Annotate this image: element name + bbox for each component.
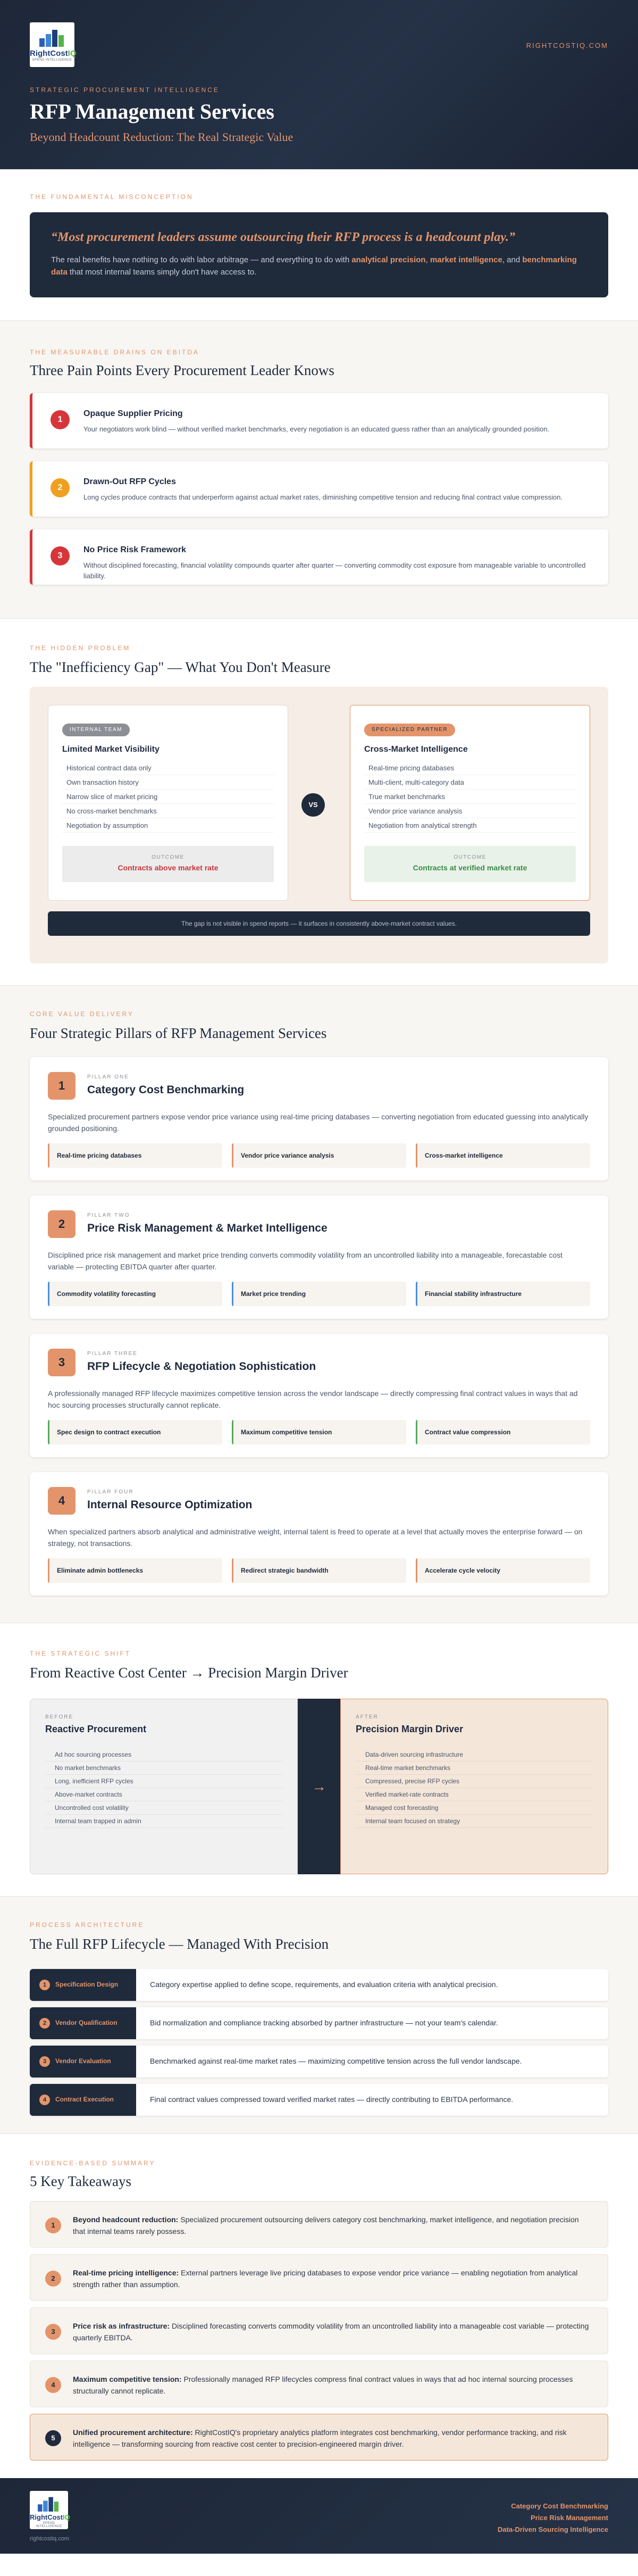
takeaway-text: Price risk as infrastructure: Disciplined forecasting converts commodity volatility from an uncontrolled liability into a manageable cost variable — protecting quarterly EBITDA. bbox=[73, 2322, 589, 2342]
stage-label-block bbox=[30, 2046, 136, 2078]
specialized-partner-card bbox=[350, 705, 590, 901]
pillar-description: A professionally managed RFP lifecycle maximizes competitive tension across the vendor landscape — directly compressing final contract values in ways that ad hoc sourcing processes structurally cannot replicate. bbox=[48, 1389, 578, 1409]
footer-logo[interactable] bbox=[30, 2491, 68, 2529]
list-item: Uncontrolled cost volatility bbox=[45, 1801, 282, 1815]
section-eyebrow: THE FUNDAMENTAL MISCONCEPTION bbox=[30, 193, 194, 201]
quote-text: “Most procurement leaders assume outsourcing their RFP process is a headcount play.” bbox=[51, 230, 515, 244]
panel-title: Reactive Procurement bbox=[45, 1724, 147, 1734]
pillar-tags bbox=[48, 1420, 590, 1444]
pain-number: 2 bbox=[51, 478, 70, 497]
list-item: Multi-client, multi-category data bbox=[364, 775, 576, 790]
takeaway-number: 1 bbox=[45, 2217, 61, 2233]
pillar-tags bbox=[48, 1143, 590, 1168]
list-item: Real-time market benchmarks bbox=[356, 1761, 593, 1775]
pillar-title: Internal Resource Optimization bbox=[87, 1499, 253, 1511]
stage-description: Category expertise applied to define scope, requirements, and evaluation criteria with analytical precision. bbox=[150, 1980, 498, 1989]
stage-label-block bbox=[30, 1969, 136, 2001]
pain-points-section bbox=[0, 320, 638, 618]
section-title: From Reactive Cost Center → Precision Margin Driver bbox=[30, 1665, 348, 1681]
pillar-card bbox=[30, 1195, 608, 1319]
outcome-value: Contracts above market rate bbox=[117, 863, 219, 872]
strategic-shift-section bbox=[0, 1623, 638, 1896]
card-title: Limited Market Visibility bbox=[62, 745, 160, 754]
footer-link[interactable]: Price Risk Management bbox=[531, 2514, 608, 2522]
brand-logo[interactable] bbox=[30, 22, 77, 67]
section-title: 5 Key Takeaways bbox=[30, 2173, 132, 2189]
stage-description: Final contract values compressed toward verified market rates — directly contributing to EBITDA performance. bbox=[150, 2095, 514, 2104]
misconception-section bbox=[0, 169, 638, 320]
list-item: True market benchmarks bbox=[364, 790, 576, 804]
pillar-tag: Cross-market intelligence bbox=[416, 1143, 590, 1168]
pillar-card bbox=[30, 1057, 608, 1181]
page-title: RFP Management Services bbox=[30, 99, 274, 123]
takeaway-card bbox=[30, 2201, 608, 2248]
list-item: Managed cost forecasting bbox=[356, 1801, 593, 1815]
stage-title: Vendor Evaluation bbox=[55, 2057, 111, 2065]
takeaway-text: Maximum competitive tension: Professionally managed RFP lifecycles compress final contract values in ways that ad hoc internal sourcing processes structurally cannot replicate. bbox=[73, 2375, 573, 2395]
after-panel bbox=[340, 1699, 608, 1874]
list-item: Narrow slice of market pricing bbox=[62, 790, 274, 804]
list-item: Internal team trapped in admin bbox=[45, 1815, 282, 1828]
pillar-title: RFP Lifecycle & Negotiation Sophistication bbox=[87, 1360, 316, 1373]
hero-eyebrow: STRATEGIC PROCUREMENT INTELLIGENCE bbox=[30, 86, 220, 94]
outcome-label: OUTCOME bbox=[152, 854, 184, 860]
panel-title: Precision Margin Driver bbox=[356, 1724, 464, 1734]
pillar-number: 3 bbox=[48, 1349, 75, 1376]
outcome-box bbox=[364, 846, 576, 882]
pillar-card bbox=[30, 1334, 608, 1457]
pain-card bbox=[30, 393, 608, 448]
section-eyebrow: CORE VALUE DELIVERY bbox=[30, 1010, 134, 1018]
pillar-tag: Maximum competitive tension bbox=[232, 1420, 406, 1444]
pillar-title: Category Cost Benchmarking bbox=[87, 1084, 245, 1096]
arrow-right-icon: → bbox=[298, 1699, 340, 1874]
stage-description: Benchmarked against real-time market rates — maximizing competitive tension across the full vendor landscape. bbox=[150, 2057, 522, 2065]
internal-team-card bbox=[48, 705, 288, 901]
footer-link[interactable]: Data-Driven Sourcing Intelligence bbox=[497, 2525, 608, 2533]
takeaway-card bbox=[30, 2361, 608, 2407]
stage-title: Vendor Qualification bbox=[55, 2019, 117, 2026]
pain-number: 3 bbox=[51, 546, 70, 566]
internal-team-badge: INTERNAL TEAM bbox=[62, 724, 130, 736]
pillar-number: 2 bbox=[48, 1210, 75, 1238]
section-title: The Full RFP Lifecycle — Managed With Precision bbox=[30, 1936, 329, 1952]
section-title: Three Pain Points Every Procurement Leader Knows bbox=[30, 362, 334, 378]
takeaway-text: Real-time pricing intelligence: External partners leverage live pricing databases to expose vendor price variance — enabling negotiation from analytical strength rather than assumption. bbox=[73, 2268, 578, 2289]
list-item: Long, inefficient RFP cycles bbox=[45, 1775, 282, 1788]
list-item: Ad hoc sourcing processes bbox=[45, 1748, 282, 1761]
section-eyebrow: EVIDENCE-BASED SUMMARY bbox=[30, 2159, 156, 2167]
panel-label: BEFORE bbox=[45, 1714, 74, 1720]
outcome-value: Contracts at verified market rate bbox=[413, 863, 527, 872]
specialized-partner-list bbox=[364, 761, 576, 833]
site-link[interactable]: RIGHTCOSTIQ.COM bbox=[526, 41, 608, 49]
key-takeaways-section bbox=[0, 2133, 638, 2478]
specialized-partner-badge: SPECIALIZED PARTNER bbox=[364, 724, 455, 736]
card-title: Cross-Market Intelligence bbox=[364, 745, 468, 754]
list-item: Own transaction history bbox=[62, 775, 274, 790]
list-item: Data-driven sourcing infrastructure bbox=[356, 1748, 593, 1761]
list-item: Historical contract data only bbox=[62, 761, 274, 775]
takeaway-number: 5 bbox=[45, 2430, 61, 2446]
pillar-description: Disciplined price risk management and market price trending converts commodity volatility from an uncontrolled liability into a manageable, forecastable cost variable — protecting EBITDA quarter after quarter. bbox=[48, 1251, 563, 1271]
footer-link[interactable]: Category Cost Benchmarking bbox=[511, 2502, 608, 2510]
internal-team-list bbox=[62, 761, 274, 833]
pillar-tag: Commodity volatility forecasting bbox=[48, 1282, 222, 1306]
outcome-label: OUTCOME bbox=[454, 854, 486, 860]
logo-wordmark: RightCostIQ bbox=[30, 49, 77, 58]
takeaway-text: Beyond headcount reduction: Specialized procurement outsourcing delivers category cost benchmarking, market intelligence, and negotiation precision that internal teams rarely possess. bbox=[73, 2215, 579, 2236]
list-item: Real-time pricing databases bbox=[364, 761, 576, 775]
pillar-number: 4 bbox=[48, 1487, 75, 1515]
lifecycle-stage bbox=[30, 1969, 608, 2001]
takeaway-number: 3 bbox=[45, 2324, 61, 2340]
section-title: The "Inefficiency Gap" — What You Don't Measure bbox=[30, 659, 331, 675]
pain-title: No Price Risk Framework bbox=[83, 545, 186, 554]
pain-title: Drawn-Out RFP Cycles bbox=[83, 477, 176, 486]
section-eyebrow: THE MEASURABLE DRAINS ON EBITDA bbox=[30, 348, 200, 356]
list-item: Negotiation by assumption bbox=[62, 818, 274, 833]
bar-chart-icon bbox=[39, 29, 65, 47]
pain-description: Your negotiators work blind — without verified market benchmarks, every negotiation is an educated guess rather than an analytically grounded position. bbox=[83, 425, 550, 433]
logo-tagline: SPEND INTELLIGENCE bbox=[36, 2522, 62, 2528]
inefficiency-gap-section bbox=[0, 618, 638, 985]
pain-description: Long cycles produce contracts that underperform against actual market rates, diminishing competitive tension and reducing final contract value compression. bbox=[83, 493, 563, 501]
before-panel bbox=[30, 1699, 298, 1874]
list-item: Verified market-rate contracts bbox=[356, 1788, 593, 1801]
comparison-panel bbox=[30, 687, 608, 963]
footer-url[interactable]: rightcostiq.com bbox=[30, 2536, 69, 2542]
stage-description: Bid normalization and compliance tracking absorbed by partner infrastructure — not your team's calendar. bbox=[150, 2018, 498, 2027]
pain-card bbox=[30, 529, 608, 585]
pillar-tag: Market price trending bbox=[232, 1282, 406, 1306]
pillar-tags bbox=[48, 1282, 590, 1306]
section-eyebrow: THE HIDDEN PROBLEM bbox=[30, 644, 131, 652]
list-item: Vendor price variance analysis bbox=[364, 804, 576, 818]
stage-label-block bbox=[30, 2084, 136, 2116]
section-title: Four Strategic Pillars of RFP Management Services bbox=[30, 1025, 327, 1041]
page-footer bbox=[0, 2478, 638, 2554]
gap-summary-bar: The gap is not visible in spend reports — it surfaces in consistently above-market contract values. bbox=[48, 911, 590, 936]
pillar-card bbox=[30, 1472, 608, 1596]
pain-description: Without disciplined forecasting, financial volatility compounds quarter after quarter — converting commodity cost exposure from manageable variable to uncontrolled liability. bbox=[83, 561, 586, 580]
footer-links bbox=[498, 2500, 608, 2536]
pillar-tag: Spec design to contract execution bbox=[48, 1420, 222, 1444]
hero-header bbox=[0, 0, 638, 169]
pillar-tag: Real-time pricing databases bbox=[48, 1143, 222, 1168]
stage-number: 3 bbox=[39, 2056, 50, 2067]
pillar-tag: Financial stability infrastructure bbox=[416, 1282, 590, 1306]
pillar-tag: Vendor price variance analysis bbox=[232, 1143, 406, 1168]
bar-chart-icon bbox=[38, 2496, 60, 2512]
lifecycle-stage bbox=[30, 2007, 608, 2039]
outcome-box bbox=[62, 846, 274, 882]
strategic-pillars-section bbox=[0, 985, 638, 1623]
quote-card bbox=[30, 212, 608, 297]
pain-card bbox=[30, 461, 608, 517]
lifecycle-stage bbox=[30, 2046, 608, 2078]
before-list bbox=[45, 1748, 282, 1828]
stage-title: Contract Execution bbox=[55, 2096, 114, 2103]
list-item: No market benchmarks bbox=[45, 1761, 282, 1775]
takeaway-text: Unified procurement architecture: RightCostIQ's proprietary analytics platform integrates cost benchmarking, vendor performance tracking, and risk intelligence — transforming sourcing from reactive cost center to precision-engineered margin driver. bbox=[73, 2428, 567, 2448]
stage-number: 4 bbox=[39, 2095, 50, 2105]
pillar-tag: Contract value compression bbox=[416, 1420, 590, 1444]
takeaway-card bbox=[30, 2414, 608, 2461]
pillar-label: PILLAR THREE bbox=[87, 1351, 138, 1357]
vs-badge: VS bbox=[301, 793, 325, 817]
list-item: Compressed, precise RFP cycles bbox=[356, 1775, 593, 1788]
pillar-label: PILLAR FOUR bbox=[87, 1489, 134, 1495]
list-item: Negotiation from analytical strength bbox=[364, 818, 576, 833]
section-eyebrow: PROCESS ARCHITECTURE bbox=[30, 1921, 145, 1929]
pain-number: 1 bbox=[51, 410, 70, 429]
quote-explanation: The real benefits have nothing to do with labor arbitrage — and everything to do with analytical precision, market intelligence, and benchmarking data that most internal teams simply don't have access to. bbox=[51, 255, 577, 277]
pillar-description: Specialized procurement partners expose vendor price variance using real-time pricing databases — converting negotiation from educated guessing into analytically grounded positioning. bbox=[48, 1112, 589, 1133]
list-item: No cross-market benchmarks bbox=[62, 804, 274, 818]
pain-title: Opaque Supplier Pricing bbox=[83, 409, 183, 418]
after-list bbox=[356, 1748, 593, 1828]
stage-label-block bbox=[30, 2007, 136, 2039]
takeaway-card bbox=[30, 2307, 608, 2354]
logo-wordmark: RightCostIQ bbox=[30, 2513, 70, 2521]
pillar-label: PILLAR TWO bbox=[87, 1212, 130, 1218]
takeaway-card bbox=[30, 2254, 608, 2301]
lifecycle-stage bbox=[30, 2084, 608, 2116]
takeaway-number: 4 bbox=[45, 2377, 61, 2393]
takeaway-number: 2 bbox=[45, 2271, 61, 2287]
pillar-label: PILLAR ONE bbox=[87, 1074, 129, 1080]
pillar-description: When specialized partners absorb analytical and administrative weight, internal talent is freed to operate at a level that actually moves the enterprise forward — on strategy, not transactions. bbox=[48, 1527, 583, 1548]
section-eyebrow: THE STRATEGIC SHIFT bbox=[30, 1650, 131, 1657]
stage-number: 1 bbox=[39, 1980, 50, 1990]
pillar-tag: Eliminate admin bottlenecks bbox=[48, 1558, 222, 1583]
rfp-lifecycle-section bbox=[0, 1896, 638, 2133]
panel-label: AFTER bbox=[356, 1714, 379, 1720]
pillar-tags bbox=[48, 1558, 590, 1583]
page-subtitle: Beyond Headcount Reduction: The Real Strategic Value bbox=[30, 130, 293, 144]
pillar-tag: Accelerate cycle velocity bbox=[416, 1558, 590, 1583]
pillar-tag: Redirect strategic bandwidth bbox=[232, 1558, 406, 1583]
pillar-title: Price Risk Management & Market Intelligence bbox=[87, 1222, 328, 1234]
list-item: Above-market contracts bbox=[45, 1788, 282, 1801]
stage-title: Specification Design bbox=[55, 1981, 119, 1988]
stage-number: 2 bbox=[39, 2018, 50, 2029]
list-item: Internal team focused on strategy bbox=[356, 1815, 593, 1828]
logo-tagline: SPEND INTELLIGENCE bbox=[32, 59, 72, 62]
pillar-number: 1 bbox=[48, 1072, 75, 1100]
